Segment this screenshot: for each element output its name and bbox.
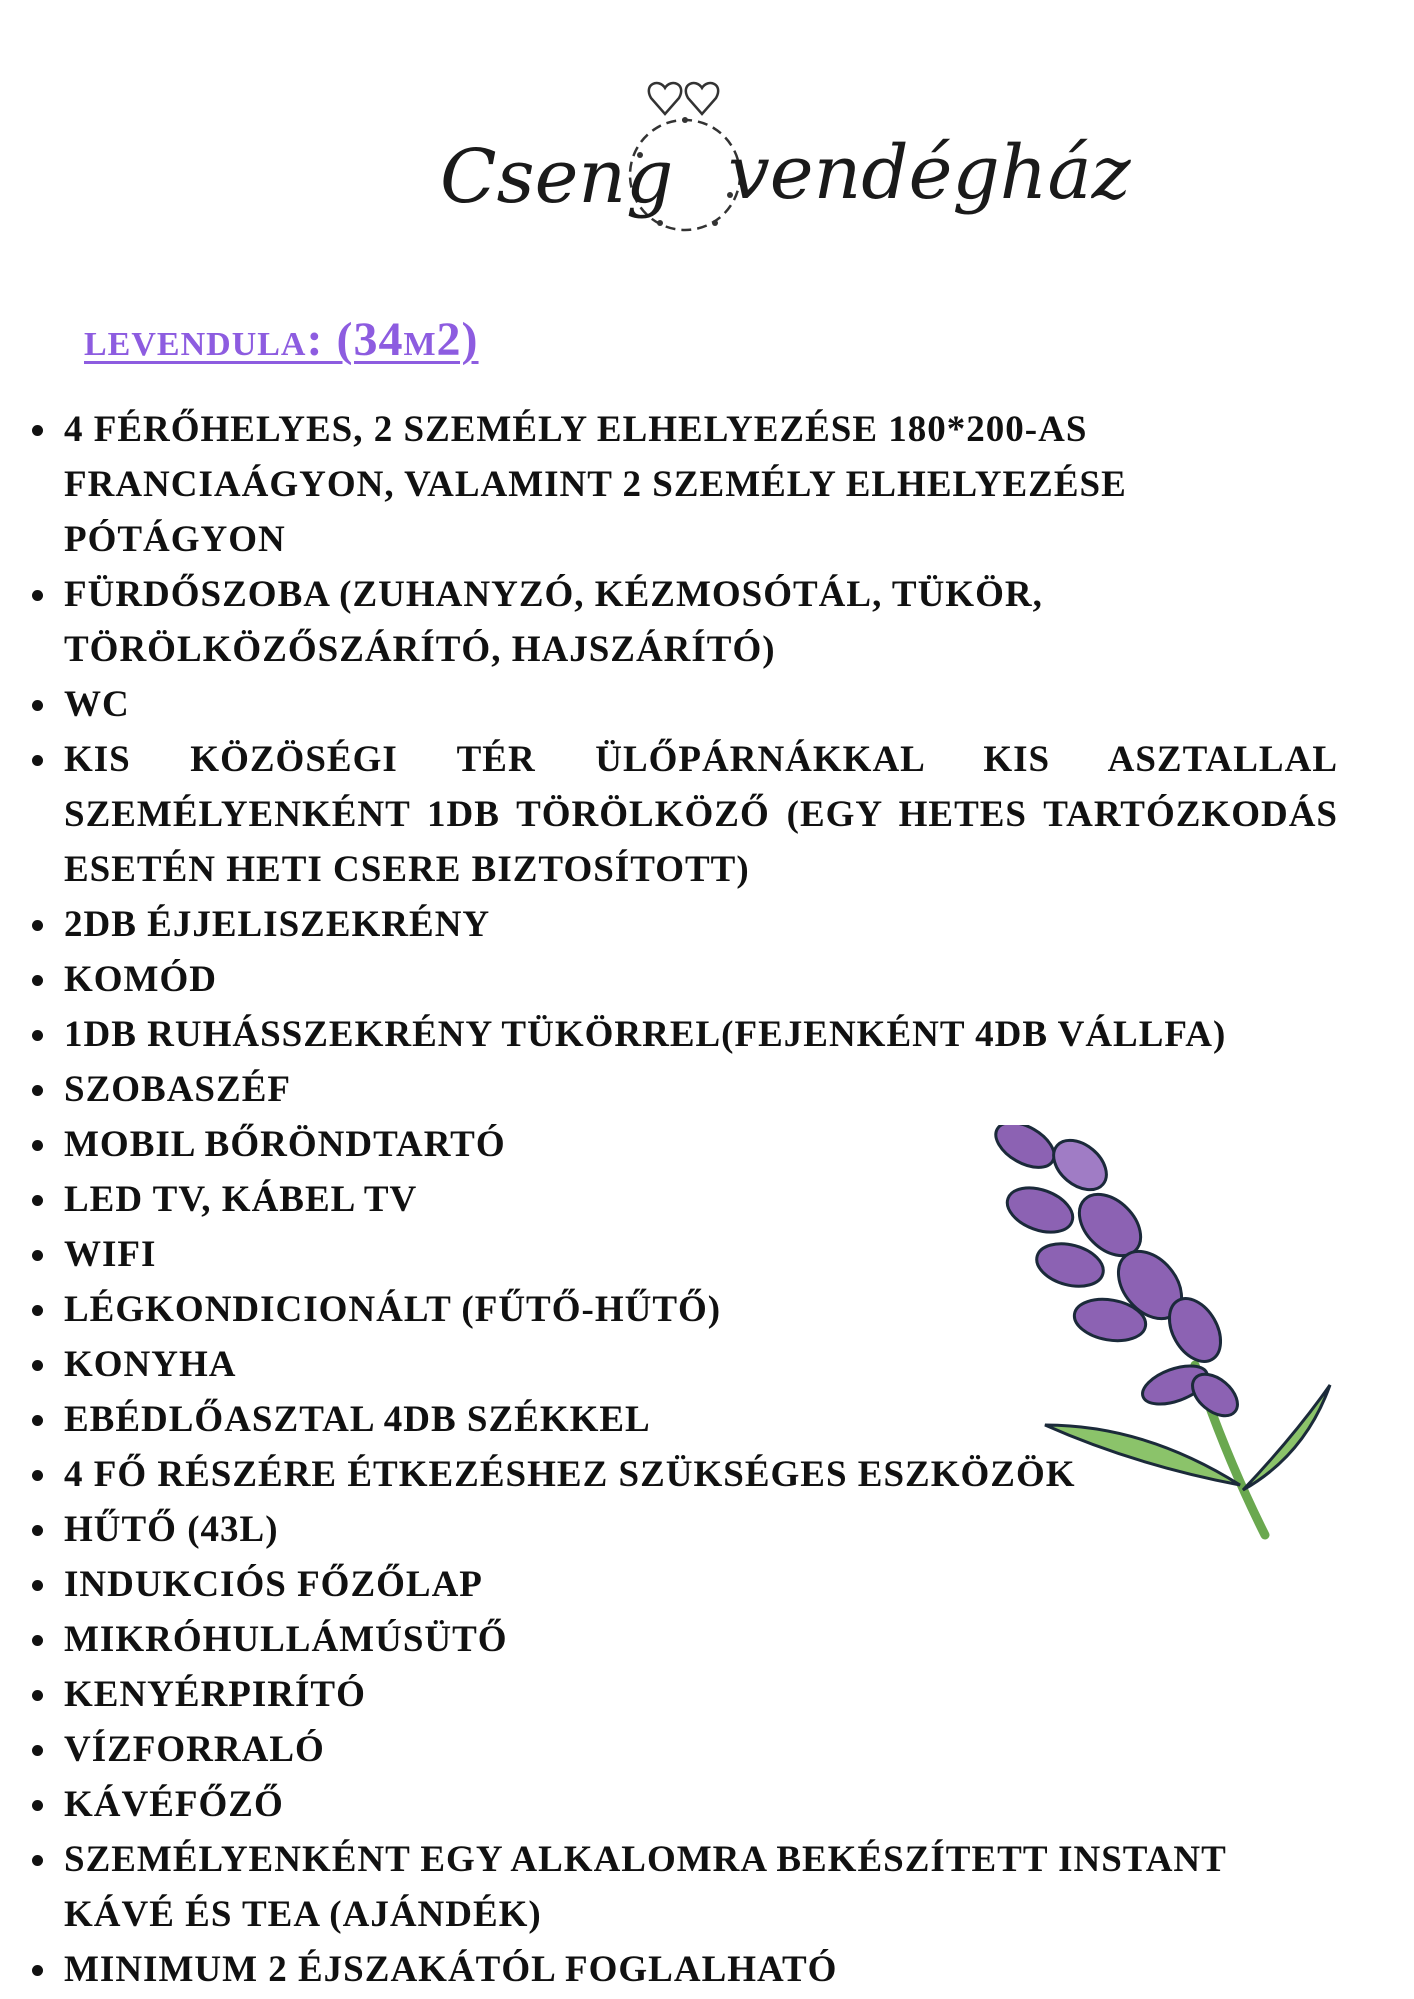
list-item: SZOBASZÉF	[28, 1062, 1338, 1117]
list-item: INDUKCIÓS FŐZŐLAP	[28, 1557, 1338, 1612]
list-item: 4 FÉRŐHELYES, 2 SZEMÉLY ELHELYEZÉSE 180*200-AS FRANCIAÁGYON, VALAMINT 2 SZEMÉLY ELHELYEZÉSE PÓTÁGYON	[28, 402, 1338, 567]
list-item: MIKRÓHULLÁMÚSÜTŐ	[28, 1612, 1338, 1667]
list-item: KONYHA	[28, 1337, 1338, 1392]
logo	[440, 60, 1131, 250]
logo-text-right: vendégház	[728, 130, 1131, 216]
list-item: 2DB ÉJJELISZEKRÉNY	[28, 897, 1338, 952]
logo-text-left: Cseng	[440, 134, 674, 220]
list-item: KENYÉRPIRÍTÓ	[28, 1667, 1338, 1722]
list-item: LED TV, KÁBEL TV	[28, 1172, 1338, 1227]
list-item: EBÉDLŐASZTAL 4DB SZÉKKEL	[28, 1392, 1338, 1447]
list-item: WIFI	[28, 1227, 1338, 1282]
list-item: MOBIL BŐRÖNDTARTÓ	[28, 1117, 1338, 1172]
page-title: levendula: (34m2)	[84, 313, 479, 366]
heart-icon	[686, 83, 718, 114]
list-item: KIS KÖZÖSÉGI TÉR ÜLŐPÁRNÁKKAL KIS ASZTALLAL SZEMÉLYENKÉNT 1DB TÖRÖLKÖZŐ (EGY HETES TARTÓZKODÁS ESETÉN HETI CSERE BIZTOSÍTOTT)	[28, 732, 1338, 897]
list-item: KOMÓD	[28, 952, 1338, 1007]
list-item: SZEMÉLYENKÉNT EGY ALKALOMRA BEKÉSZÍTETT INSTANT KÁVÉ ÉS TEA (AJÁNDÉK)	[28, 1832, 1338, 1942]
list-item: WC	[28, 677, 1338, 732]
list-item: KÁVÉFŐZŐ	[28, 1777, 1338, 1832]
list-item: HŰTŐ (43L)	[28, 1502, 1338, 1557]
list-item: VÍZFORRALÓ	[28, 1722, 1338, 1777]
list-item: FÜRDŐSZOBA (ZUHANYZÓ, KÉZMOSÓTÁL, TÜKÖR, TÖRÖLKÖZŐSZÁRÍTÓ, HAJSZÁRÍTÓ)	[28, 567, 1338, 677]
list-item: 1DB RUHÁSSZEKRÉNY TÜKÖRREL(FEJENKÉNT 4DB VÁLLFA)	[28, 1007, 1338, 1062]
lavender-illustration	[985, 1125, 1335, 1545]
list-item: LÉGKONDICIONÁLT (FŰTŐ-HŰTŐ)	[28, 1282, 1338, 1337]
heart-icon	[649, 83, 681, 114]
list-item: 4 FŐ RÉSZÉRE ÉTKEZÉSHEZ SZÜKSÉGES ESZKÖZÖK	[28, 1447, 1338, 1502]
list-item: MINIMUM 2 ÉJSZAKÁTÓL FOGLALHATÓ	[28, 1942, 1338, 1997]
